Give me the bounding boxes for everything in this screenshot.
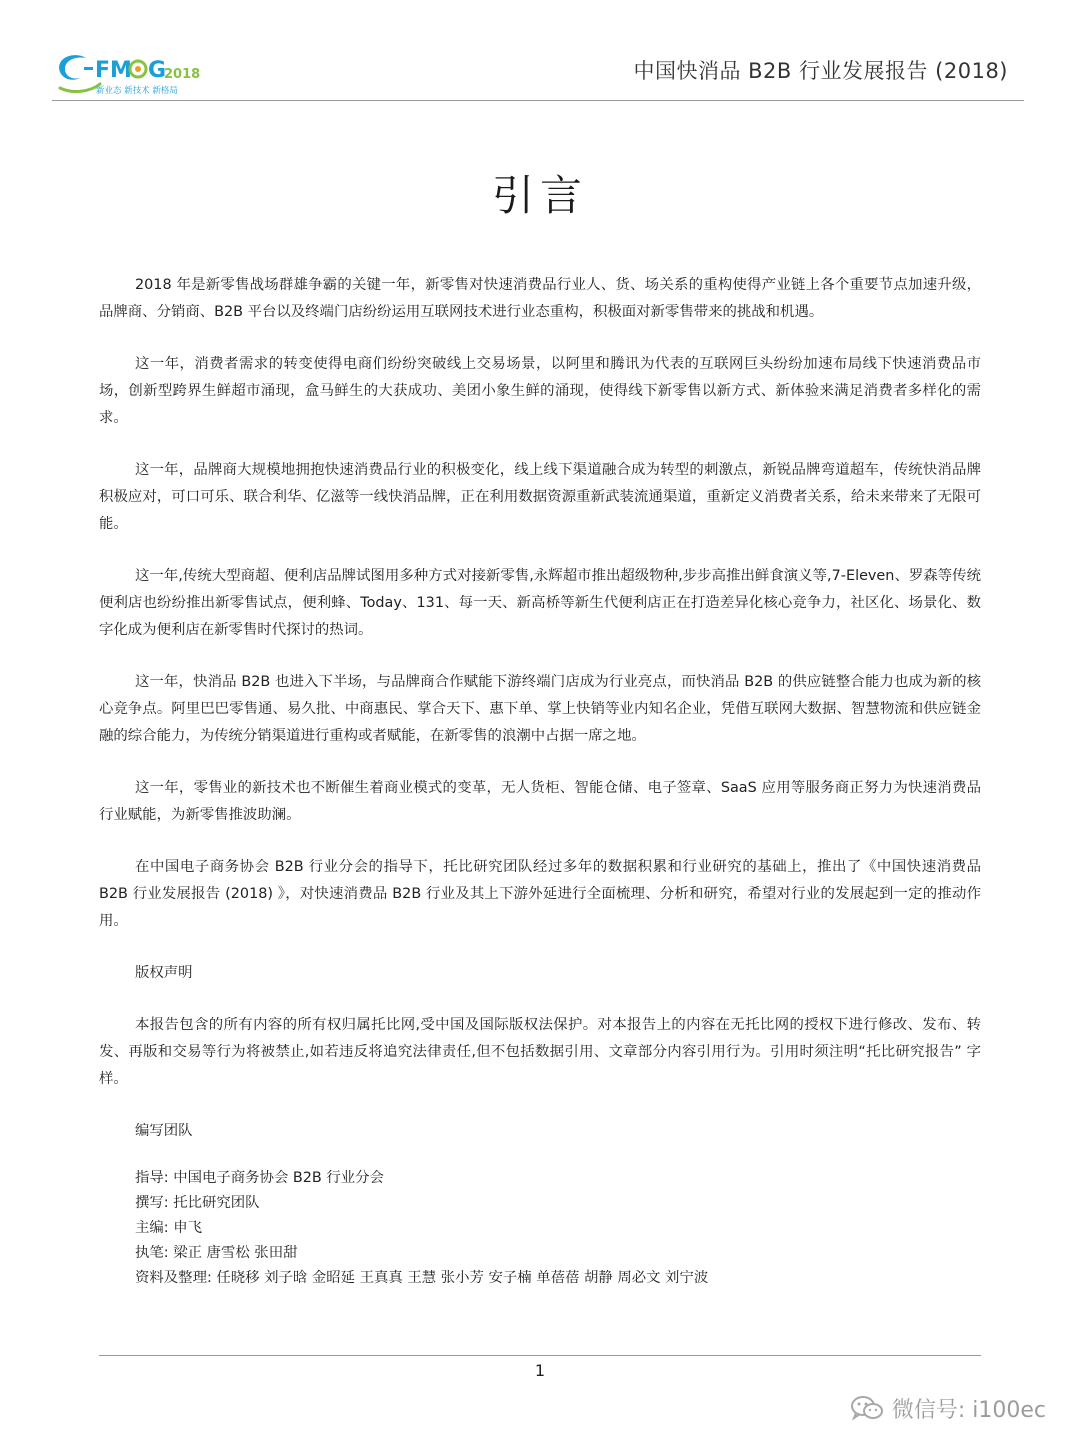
paragraph: 这一年，品牌商大规模地拥抱快速消费品行业的积极变化，线上线下渠道融合成为转型的刺激点，新锐品牌弯道超车，传统快消品牌积极应对，可口可乐、联合利华、亿滋等一线快消品牌，正在利用数据资源重新武装流通渠道，重新定义消费者关系，给未来带来了无限可能。 (99, 462, 981, 532)
team-heading: 编写团队 (135, 1123, 193, 1139)
svg-text:2018: 2018 (164, 67, 201, 82)
credit-line: 执笔: 梁正 唐雪松 张田甜 (135, 1245, 298, 1261)
page-heading: 引言 (491, 171, 588, 220)
footer-divider (99, 1355, 981, 1356)
page-header (0, 0, 1080, 102)
copyright-heading: 版权声明 (135, 965, 193, 981)
credit-line: 撰写: 托比研究团队 (135, 1195, 260, 1211)
page-number: 1 (534, 1361, 546, 1380)
paragraph: 这一年,传统大型商超、便利店品牌试图用多种方式对接新零售,永辉超市推出超级物种,步步高推出鲜食演义等,7-Eleven、罗森等传统便利店也纷纷推出新零售试点，便利蜂、Today、131、每一天、新高桥等新生代便利店正在打造差异化核心竞争力，社区化、场景化、数字化成为便利店在新零售时代探讨的热词。 (99, 568, 981, 638)
header-divider (52, 100, 1024, 101)
efmcg-logo (52, 48, 222, 100)
paragraph: 这一年，消费者需求的转变使得电商们纷纷突破线上交易场景，以阿里和腾讯为代表的互联网巨头纷纷加速布局线下快速消费品市场，创新型跨界生鲜超市涌现，盒马鲜生的大获成功、美团小象生鲜的涌现，使得线下新零售以新方式、新体验来满足消费者多样化的需求。 (99, 356, 981, 426)
team-credits (99, 1166, 981, 1291)
copyright-text: 本报告包含的所有内容的所有权归属托比网,受中国及国际版权法保护。对本报告上的内容在无托比网的授权下进行修改、发布、转发、再版和交易等行为将被禁止,如若违反将追究法律责任,但不包括数据引用、文章部分内容引用行为。引用时须注明“托比研究报告” 字样。 (99, 1017, 981, 1087)
paragraph: 2018 年是新零售战场群雄争霸的关键一年，新零售对快速消费品行业人、货、场关系的重构使得产业链上各个重要节点加速升级，品牌商、分销商、B2B 平台以及终端门店纷纷运用互联网技术进行业态重构，积极面对新零售带来的挑战和机遇。 (99, 277, 981, 320)
credit-line: 主编: 申飞 (135, 1220, 202, 1236)
wechat-icon (850, 1394, 884, 1422)
body-text (99, 272, 981, 1291)
paragraph: 这一年，快消品 B2B 也进入下半场，与品牌商合作赋能下游终端门店成为行业亮点，而快消品 B2B 的供应链整合能力也成为新的核心竞争点。阿里巴巴零售通、易久批、中商惠民、掌合天下、惠下单、掌上快销等业内知名企业，凭借互联网大数据、智慧物流和供应链金融的综合能力，为传统分销渠道进行重构或者赋能，在新零售的浪潮中占据一席之地。 (99, 674, 981, 744)
paragraph: 这一年，零售业的新技术也不断催生着商业模式的变革，无人货柜、智能仓储、电子签章、SaaS 应用等服务商正努力为快速消费品行业赋能，为新零售推波助澜。 (99, 780, 981, 823)
document-title: 中国快消品 B2B 行业发展报告 (2018) (633, 59, 1008, 83)
paragraph: 在中国电子商务协会 B2B 行业分会的指导下，托比研究团队经过多年的数据积累和行业研究的基础上，推出了《中国快速消费品 B2B 行业发展报告 (2018) 》，对快速消费品 B2B 行业及其上下游外延进行全面梳理、分析和研究，希望对行业的发展起到一定的推动作用。 (99, 859, 981, 929)
svg-text:FM: FM (95, 58, 132, 83)
svg-text:G: G (148, 58, 167, 83)
credit-line: 指导: 中国电子商务协会 B2B 行业分会 (135, 1170, 384, 1186)
credit-line: 资料及整理: 任晓移 刘子晗 金昭延 王真真 王慧 张小芳 安子楠 单蓓蓓 胡静 周必文 刘宁波 (135, 1270, 709, 1286)
wechat-watermark (850, 1392, 1046, 1424)
watermark-text: 微信号: i100ec (891, 1397, 1046, 1423)
svg-text:新业态 新技术 新格局: 新业态 新技术 新格局 (96, 86, 178, 96)
